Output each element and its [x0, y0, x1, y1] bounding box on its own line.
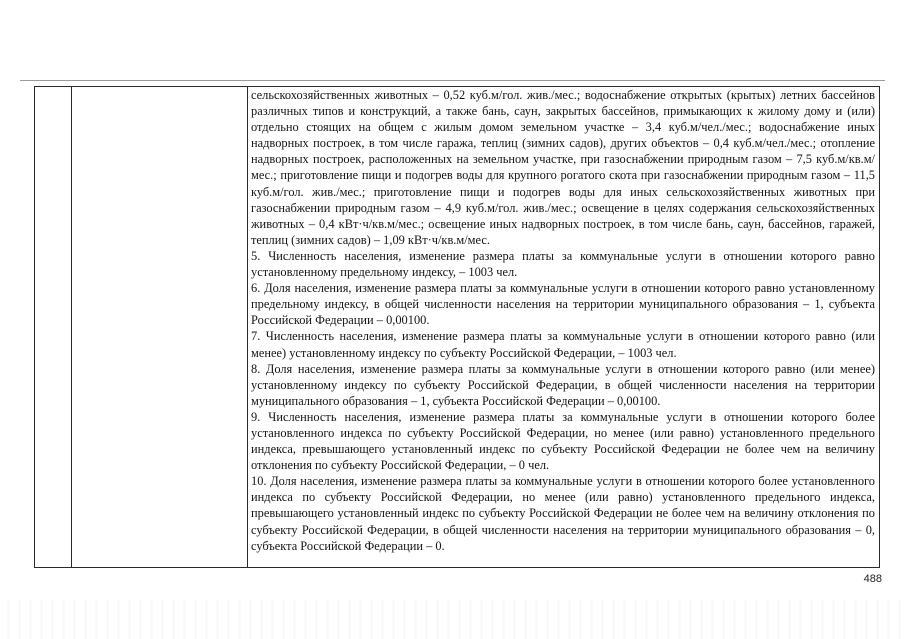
table-column-divider [247, 87, 248, 567]
paragraph-tariffs: сельскохозяйственных животных – 0,52 куб.м/гол. жив./мес.; водоснабжение открытых (крытых) летних бассейнов различных типов и конструкций, а также бань, саун, закрытых бассейнов, примыкающих к жилому дому и (или) отдельно стоящих на общем с жилым домом земельном участке – 3,4 куб.м/чел./мес.; водоснабжение иных надворных построек, в том числе гаража, теплиц (зимних садов), других объектов – 0,4 куб.м/чел./мес.; отопление надворных построек, расположенных на земельном участке, при газоснабжении природным газом – 7,5 куб.м/кв.м/мес.; приготовление пищи и подогрев воды для крупного рогатого скота при газоснабжении природным газом – 11,5 куб.м/гол. жив./мес.; приготовление пищи и подогрев воды для иных сельскохозяйственных животных при газоснабжении природным газом – 4,9 куб.м/гол. жив./мес.; освещение в целях содержания сельскохозяйственных животных – 0,4 кВт·ч/кв.м/мес.; освещение иных надворных построек, в том числе бань, саун, бассейнов, гаражей, теплиц (зимних садов) – 1,09 кВт·ч/кв.м/мес. [251, 88, 875, 247]
paragraph-item-6: 6. Доля населения, изменение размера платы за коммунальные услуги в отношении которого равно установленному предельному индексу, в общей численности населения на территории муниципального образования – 1, субъекта Российской Федерации – 0,00100. [251, 281, 875, 328]
paragraph-item-9: 9. Численность населения, изменение размера платы за коммунальные услуги в отношении которого более установленного индекса по субъекту Российской Федерации, но менее (или равно) установленного предельного индекса, превышающего установленный индекс по субъекту Российской Федерации не более чем на величину отклонения по субъекту Российской Федерации, – 0 чел. [251, 409, 875, 473]
paragraph-item-8: 8. Доля населения, изменение размера платы за коммунальные услуги в отношении которого равно (или менее) установленному индексу по субъекту Российской Федерации, в общей численности населения на территории муниципального образования – 1, субъекта Российской Федерации – 0,00100. [251, 361, 875, 408]
table-column-divider [71, 87, 72, 567]
header-rule [20, 80, 885, 81]
paragraph-item-5: 5. Численность населения, изменение размера платы за коммунальные услуги в отношении которого равно установленному предельному индексу, – 1003 чел. [251, 248, 875, 280]
page-number: 488 [863, 573, 882, 585]
document-table [34, 86, 880, 568]
table-text-cell [251, 87, 875, 554]
paragraph-item-7: 7. Численность населения, изменение размера платы за коммунальные услуги в отношении которого равно (или менее) установленному индексу по субъекту Российской Федерации, – 1003 чел. [251, 329, 875, 360]
scan-noise [0, 600, 905, 639]
paragraph-item-10: 10. Доля населения, изменение размера платы за коммунальные услуги в отношении которого более установленного индекса по субъекту Российской Федерации, но менее (или равно) установленного предельного индекса, превышающего установленный индекс по субъекту Российской Федерации не более чем на величину отклонения по субъекту Российской Федерации, в общей численности населения на территории муниципального образования – 0, субъекта Российской Федерации – 0. [251, 474, 875, 553]
